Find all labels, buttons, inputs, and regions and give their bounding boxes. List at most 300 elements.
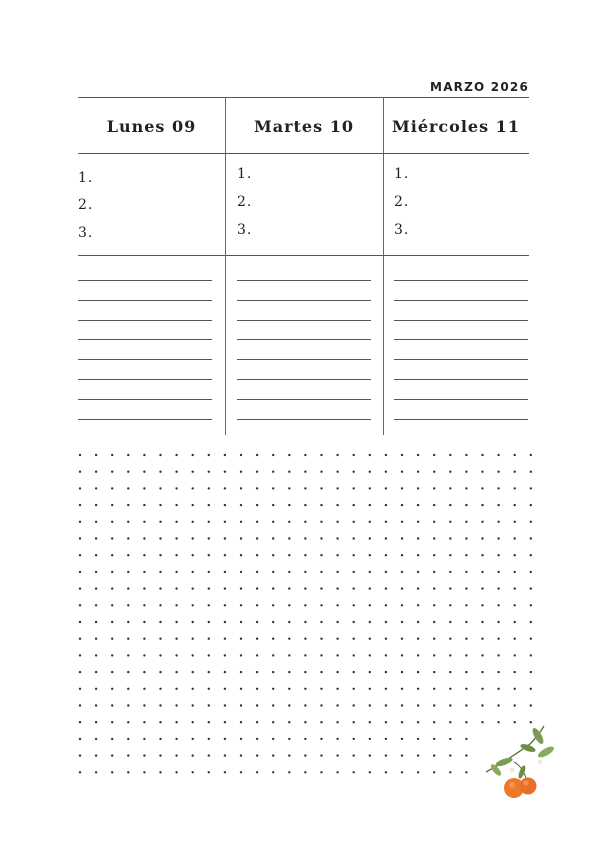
grid-dot xyxy=(159,604,161,606)
grid-dot xyxy=(224,754,226,756)
grid-dot xyxy=(465,654,467,656)
grid-dot xyxy=(449,487,451,489)
grid-dot xyxy=(304,671,306,673)
grid-dot xyxy=(224,621,226,623)
grid-dot xyxy=(240,771,242,773)
grid-dot xyxy=(514,587,516,589)
grid-dot xyxy=(111,571,113,573)
grid-dot xyxy=(449,721,451,723)
grid-dot xyxy=(433,771,435,773)
grid-dot xyxy=(481,454,483,456)
grid-dot xyxy=(385,471,387,473)
grid-dot xyxy=(79,487,81,489)
grid-dot xyxy=(79,587,81,589)
grid-dot xyxy=(497,487,499,489)
grid-dot xyxy=(79,671,81,673)
grid-dot xyxy=(336,721,338,723)
grid-dot xyxy=(192,754,194,756)
grid-dot xyxy=(256,754,258,756)
grid-dot xyxy=(208,621,210,623)
grid-dot xyxy=(433,688,435,690)
grid-dot xyxy=(240,454,242,456)
grid-dot xyxy=(192,671,194,673)
grid-dot xyxy=(111,504,113,506)
grid-dot xyxy=(497,654,499,656)
grid-dot xyxy=(514,537,516,539)
grid-dot xyxy=(127,771,129,773)
grid-dot xyxy=(433,671,435,673)
grid-dot xyxy=(417,571,419,573)
grid-dot xyxy=(224,521,226,523)
grid-dot xyxy=(79,738,81,740)
grid-dot xyxy=(224,504,226,506)
grid-dot xyxy=(256,537,258,539)
priority-number: 2. xyxy=(78,197,94,213)
grid-dot xyxy=(208,571,210,573)
grid-dot xyxy=(353,671,355,673)
grid-dot xyxy=(175,688,177,690)
grid-dot xyxy=(369,587,371,589)
grid-dot xyxy=(465,704,467,706)
grid-dot xyxy=(530,454,532,456)
grid-dot xyxy=(95,487,97,489)
grid-dot xyxy=(530,571,532,573)
grid-dot xyxy=(320,754,322,756)
grid-dot xyxy=(304,704,306,706)
grid-dot xyxy=(288,721,290,723)
grid-dot xyxy=(224,738,226,740)
grid-dot xyxy=(401,754,403,756)
grid-dot xyxy=(95,587,97,589)
grid-dot xyxy=(272,688,274,690)
grid-dot xyxy=(385,721,387,723)
grid-dot xyxy=(369,771,371,773)
grid-dot xyxy=(159,504,161,506)
grid-dot xyxy=(385,771,387,773)
grid-dot xyxy=(481,587,483,589)
grid-dot xyxy=(465,471,467,473)
grid-dot xyxy=(192,454,194,456)
grid-dot xyxy=(385,604,387,606)
grid-dot xyxy=(320,487,322,489)
grid-dot xyxy=(530,704,532,706)
grid-dot xyxy=(353,638,355,640)
grid-dot xyxy=(159,454,161,456)
grid-dot xyxy=(417,688,419,690)
grid-dot xyxy=(175,454,177,456)
grid-dot xyxy=(530,604,532,606)
grid-dot xyxy=(175,754,177,756)
grid-dot xyxy=(353,738,355,740)
grid-dot xyxy=(385,754,387,756)
grid-dot xyxy=(433,487,435,489)
grid-dot xyxy=(385,504,387,506)
grid-dot xyxy=(143,504,145,506)
grid-dot xyxy=(159,471,161,473)
priority-number: 2. xyxy=(394,194,410,210)
grid-dot xyxy=(175,537,177,539)
grid-dot xyxy=(530,654,532,656)
grid-dot xyxy=(417,454,419,456)
grid-dot xyxy=(530,587,532,589)
grid-dot xyxy=(143,487,145,489)
grid-dot xyxy=(304,554,306,556)
grid-dot xyxy=(417,671,419,673)
grid-dot xyxy=(192,487,194,489)
grid-dot xyxy=(417,721,419,723)
grid-dot xyxy=(353,571,355,573)
grid-dot xyxy=(385,638,387,640)
grid-dot xyxy=(530,554,532,556)
grid-dot xyxy=(95,638,97,640)
grid-dot xyxy=(465,621,467,623)
grid-dot xyxy=(320,621,322,623)
grid-dot xyxy=(256,688,258,690)
grid-dot xyxy=(79,771,81,773)
grid-dot xyxy=(240,704,242,706)
grid-dot xyxy=(497,704,499,706)
grid-dot xyxy=(465,454,467,456)
grid-dot xyxy=(449,571,451,573)
grid-dot xyxy=(288,738,290,740)
grid-dot xyxy=(497,604,499,606)
grid-dot xyxy=(127,554,129,556)
grid-dot xyxy=(175,704,177,706)
grid-dot xyxy=(224,671,226,673)
grid-dot xyxy=(385,738,387,740)
grid-dot xyxy=(95,721,97,723)
grid-dot xyxy=(497,621,499,623)
grid-dot xyxy=(481,521,483,523)
grid-dot xyxy=(127,738,129,740)
grid-dot xyxy=(465,537,467,539)
grid-dot xyxy=(159,521,161,523)
grid-dot xyxy=(530,471,532,473)
grid-dot xyxy=(272,554,274,556)
grid-dot xyxy=(224,654,226,656)
grid-dot xyxy=(530,537,532,539)
grid-dot xyxy=(514,638,516,640)
grid-dot xyxy=(224,487,226,489)
grid-dot xyxy=(111,554,113,556)
grid-dot xyxy=(111,654,113,656)
grid-dot xyxy=(401,721,403,723)
grid-dot xyxy=(208,704,210,706)
grid-dot xyxy=(224,554,226,556)
grid-dot xyxy=(320,554,322,556)
grid-dot xyxy=(530,671,532,673)
grid-dot xyxy=(143,671,145,673)
grid-dot xyxy=(127,638,129,640)
grid-dot xyxy=(465,604,467,606)
grid-dot xyxy=(159,754,161,756)
grid-dot xyxy=(417,587,419,589)
grid-dot xyxy=(401,487,403,489)
grid-dot xyxy=(417,604,419,606)
grid-dot xyxy=(240,754,242,756)
grid-dot xyxy=(272,571,274,573)
grid-dot xyxy=(95,688,97,690)
grid-dot xyxy=(320,537,322,539)
grid-dot xyxy=(401,638,403,640)
grid-dot xyxy=(401,604,403,606)
grid-dot xyxy=(127,571,129,573)
grid-dot xyxy=(449,537,451,539)
grid-dot xyxy=(143,704,145,706)
grid-dot xyxy=(304,771,306,773)
grid-dot xyxy=(272,487,274,489)
grid-dot xyxy=(433,704,435,706)
grid-dot xyxy=(175,621,177,623)
grid-dot xyxy=(208,738,210,740)
grid-dot xyxy=(159,571,161,573)
grid-dot xyxy=(353,704,355,706)
grid-dot xyxy=(208,654,210,656)
grid-dot xyxy=(240,688,242,690)
grid-dot xyxy=(256,521,258,523)
grid-dot xyxy=(369,537,371,539)
grid-dot xyxy=(530,621,532,623)
grid-dot xyxy=(320,521,322,523)
grid-dot xyxy=(417,654,419,656)
grid-dot xyxy=(224,571,226,573)
grid-dot xyxy=(256,587,258,589)
grid-dot xyxy=(127,504,129,506)
grid-dot xyxy=(481,604,483,606)
grid-dot xyxy=(159,654,161,656)
grid-dot xyxy=(336,504,338,506)
grid-dot xyxy=(143,688,145,690)
grid-dot xyxy=(192,537,194,539)
grid-dot xyxy=(240,537,242,539)
grid-dot xyxy=(288,471,290,473)
grid-dot xyxy=(159,554,161,556)
grid-dot xyxy=(224,721,226,723)
grid-dot xyxy=(240,571,242,573)
grid-dot xyxy=(143,521,145,523)
grid-dot xyxy=(497,454,499,456)
grid-dot xyxy=(288,537,290,539)
grid-dot xyxy=(79,504,81,506)
grid-dot xyxy=(143,654,145,656)
grid-dot xyxy=(240,471,242,473)
grid-dot xyxy=(449,504,451,506)
grid-dot xyxy=(369,471,371,473)
grid-dot xyxy=(449,771,451,773)
grid-dot xyxy=(320,771,322,773)
grid-dot xyxy=(127,754,129,756)
grid-dot xyxy=(272,471,274,473)
grid-dot xyxy=(208,638,210,640)
grid-dot xyxy=(401,554,403,556)
grid-dot xyxy=(95,554,97,556)
grid-dot xyxy=(385,521,387,523)
grid-dot xyxy=(336,654,338,656)
grid-dot xyxy=(127,621,129,623)
grid-dot xyxy=(433,604,435,606)
grid-dot xyxy=(465,738,467,740)
grid-dot xyxy=(320,587,322,589)
grid-dot xyxy=(481,504,483,506)
grid-dot xyxy=(417,487,419,489)
grid-dot xyxy=(465,487,467,489)
grid-dot xyxy=(143,621,145,623)
grid-dot xyxy=(336,571,338,573)
grid-dot xyxy=(272,587,274,589)
day-header-monday: Lunes 09 xyxy=(106,117,197,136)
grid-dot xyxy=(304,638,306,640)
grid-dot xyxy=(401,454,403,456)
grid-dot xyxy=(336,771,338,773)
orange-branch-icon xyxy=(478,722,558,804)
grid-dot xyxy=(143,638,145,640)
grid-dot xyxy=(256,704,258,706)
grid-dot xyxy=(304,754,306,756)
grid-dot xyxy=(224,688,226,690)
grid-dot xyxy=(288,671,290,673)
grid-dot xyxy=(530,504,532,506)
grid-dot xyxy=(175,504,177,506)
grid-dot xyxy=(79,521,81,523)
grid-dot xyxy=(111,771,113,773)
grid-dot xyxy=(514,621,516,623)
grid-dot xyxy=(208,754,210,756)
grid-dot xyxy=(256,671,258,673)
grid-dot xyxy=(369,654,371,656)
grid-dot xyxy=(304,688,306,690)
grid-dot xyxy=(385,587,387,589)
priority-number: 3. xyxy=(78,225,94,241)
grid-dot xyxy=(224,704,226,706)
grid-dot xyxy=(336,554,338,556)
grid-dot xyxy=(256,654,258,656)
grid-dot xyxy=(417,638,419,640)
grid-dot xyxy=(369,671,371,673)
grid-dot xyxy=(175,638,177,640)
grid-dot xyxy=(272,771,274,773)
grid-dot xyxy=(497,688,499,690)
grid-dot xyxy=(497,571,499,573)
grid-dot xyxy=(95,454,97,456)
grid-dot xyxy=(79,721,81,723)
grid-dot xyxy=(111,537,113,539)
grid-dot xyxy=(353,688,355,690)
grid-dot xyxy=(192,704,194,706)
grid-dot xyxy=(256,504,258,506)
priority-number: 3. xyxy=(394,222,410,238)
grid-dot xyxy=(256,454,258,456)
grid-dot xyxy=(175,554,177,556)
grid-dot xyxy=(192,771,194,773)
grid-dot xyxy=(385,688,387,690)
grid-dot xyxy=(111,671,113,673)
grid-dot xyxy=(192,654,194,656)
grid-dot xyxy=(240,621,242,623)
grid-dot xyxy=(272,721,274,723)
grid-dot xyxy=(159,487,161,489)
grid-dot xyxy=(192,621,194,623)
grid-dot xyxy=(481,688,483,690)
grid-dot xyxy=(111,721,113,723)
grid-dot xyxy=(127,654,129,656)
grid-dot xyxy=(320,571,322,573)
grid-dot xyxy=(433,754,435,756)
grid-dot xyxy=(272,654,274,656)
grid-dot xyxy=(192,638,194,640)
grid-dot xyxy=(192,587,194,589)
grid-dot xyxy=(224,604,226,606)
grid-dot xyxy=(224,537,226,539)
grid-dot xyxy=(240,721,242,723)
grid-dot xyxy=(401,688,403,690)
grid-dot xyxy=(336,738,338,740)
grid-dot xyxy=(95,621,97,623)
grid-dot xyxy=(256,487,258,489)
grid-dot xyxy=(481,704,483,706)
grid-dot xyxy=(514,654,516,656)
grid-dot xyxy=(256,771,258,773)
grid-dot xyxy=(143,721,145,723)
grid-dot xyxy=(320,671,322,673)
grid-dot xyxy=(111,487,113,489)
grid-dot xyxy=(336,688,338,690)
grid-dot xyxy=(320,704,322,706)
grid-dot xyxy=(288,504,290,506)
grid-dot xyxy=(79,571,81,573)
grid-dot xyxy=(385,537,387,539)
grid-dot xyxy=(320,721,322,723)
grid-dot xyxy=(208,454,210,456)
grid-dot xyxy=(159,621,161,623)
grid-dot xyxy=(159,671,161,673)
grid-dot xyxy=(369,688,371,690)
grid-dot xyxy=(304,654,306,656)
grid-dot xyxy=(256,554,258,556)
grid-dot xyxy=(465,688,467,690)
grid-dot xyxy=(401,537,403,539)
grid-dot xyxy=(240,587,242,589)
grid-dot xyxy=(514,688,516,690)
grid-dot xyxy=(95,771,97,773)
grid-dot xyxy=(111,604,113,606)
grid-dot xyxy=(127,521,129,523)
grid-dot xyxy=(304,454,306,456)
grid-dot xyxy=(530,521,532,523)
grid-dot xyxy=(514,454,516,456)
grid-dot xyxy=(353,454,355,456)
grid-dot xyxy=(449,688,451,690)
grid-dot xyxy=(288,554,290,556)
grid-dot xyxy=(514,704,516,706)
grid-dot xyxy=(514,571,516,573)
grid-dot xyxy=(111,738,113,740)
grid-dot xyxy=(95,671,97,673)
grid-dot xyxy=(208,688,210,690)
grid-dot xyxy=(272,704,274,706)
grid-dot xyxy=(272,754,274,756)
grid-dot xyxy=(401,587,403,589)
grid-dot xyxy=(208,537,210,539)
grid-dot xyxy=(401,504,403,506)
grid-dot xyxy=(401,471,403,473)
grid-dot xyxy=(127,587,129,589)
grid-dot xyxy=(449,454,451,456)
grid-dot xyxy=(417,704,419,706)
grid-dot xyxy=(385,654,387,656)
grid-dot xyxy=(449,621,451,623)
grid-dot xyxy=(465,504,467,506)
grid-dot xyxy=(288,621,290,623)
